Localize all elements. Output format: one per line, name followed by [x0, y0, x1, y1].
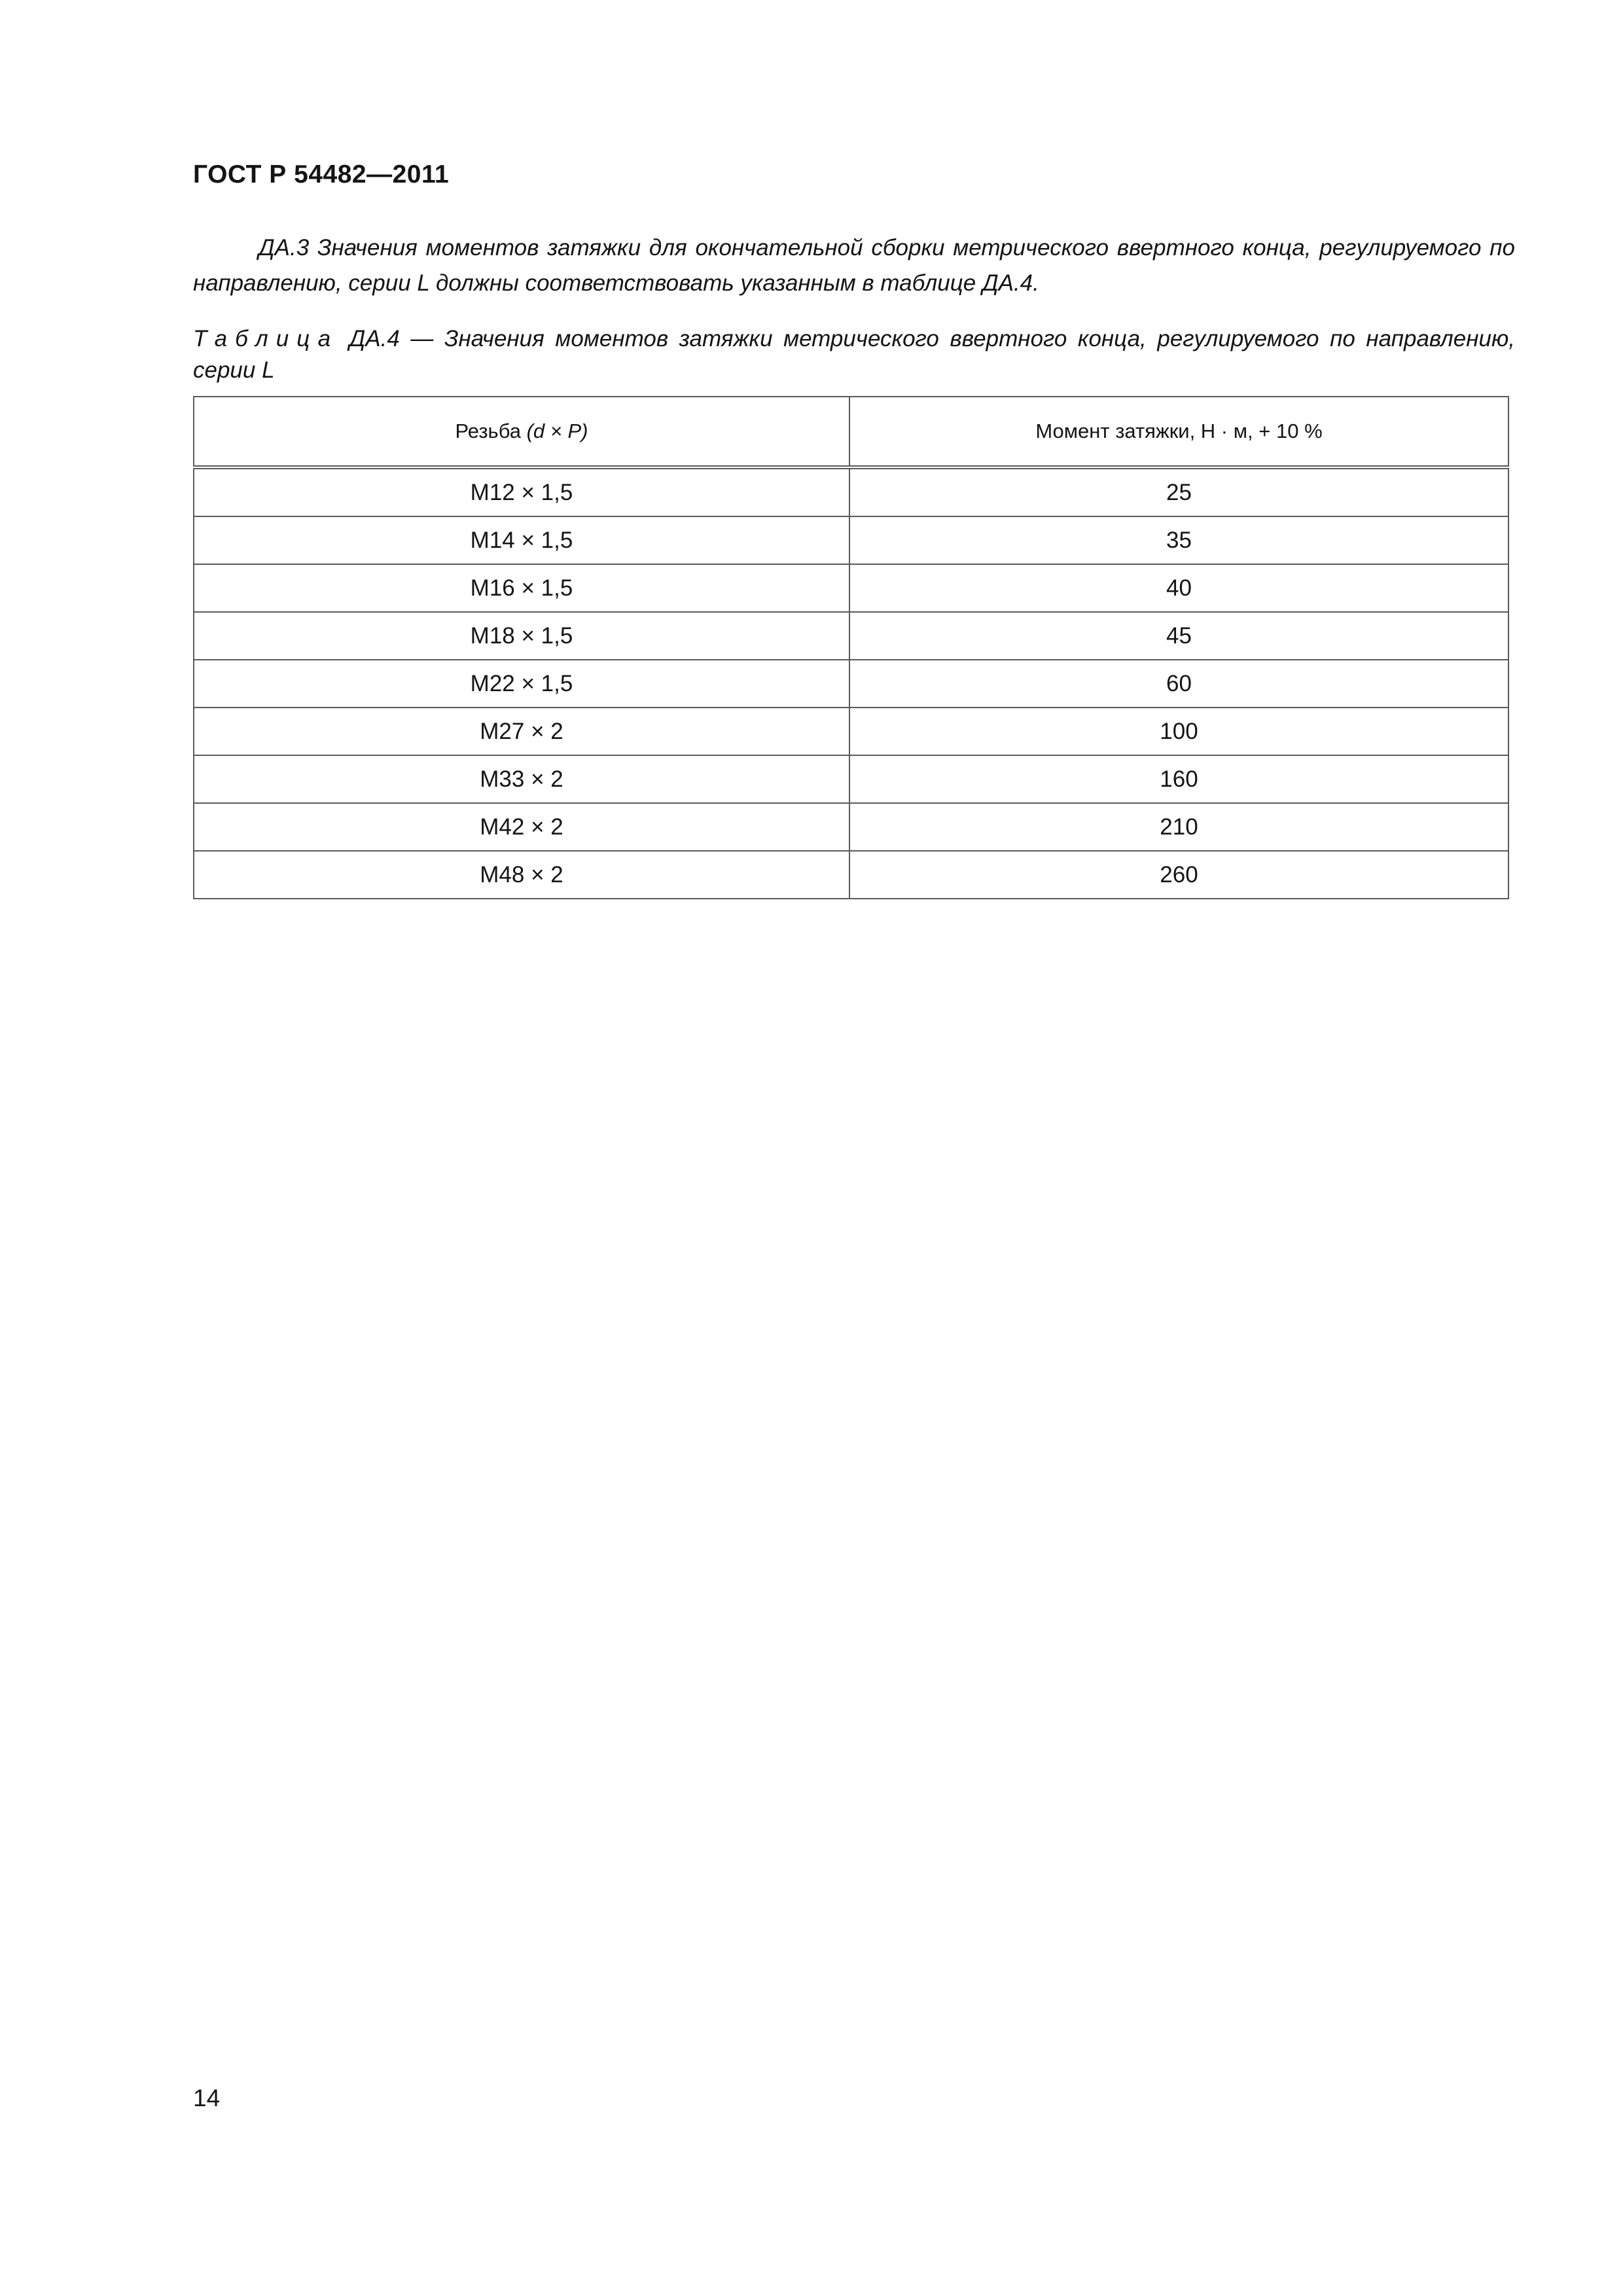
table-row	[194, 708, 1508, 755]
torque-cell: 260	[849, 851, 1508, 899]
thread-cell: M48 × 2	[194, 851, 849, 899]
thread-cell: M27 × 2	[194, 708, 849, 755]
table-row	[194, 516, 1508, 564]
torque-cell: 35	[849, 516, 1508, 564]
column-header-thread	[194, 397, 849, 467]
thread-cell: M42 × 2	[194, 803, 849, 851]
table-caption-text: ДА.4 — Значения моментов затяжки метрического ввертного конца, регулируемого по направлению, серии L	[193, 326, 1515, 383]
table-caption-label: Таблица	[193, 326, 339, 351]
column-header-thread-prefix: Резьба	[455, 420, 527, 442]
table-caption	[193, 323, 1515, 386]
table-row	[194, 851, 1508, 899]
paragraph-da3: ДА.3 Значения моментов затяжки для окончательной сборки метрического ввертного конца, регулируемого по направлению, серии L должны соответствовать указанным в таблице ДА.4.	[193, 235, 1515, 296]
thread-cell: M22 × 1,5	[194, 660, 849, 708]
table-row	[194, 564, 1508, 612]
torque-cell: 160	[849, 755, 1508, 803]
table-row	[194, 755, 1508, 803]
thread-cell: M12 × 1,5	[194, 467, 849, 516]
thread-cell: M18 × 1,5	[194, 612, 849, 660]
column-header-thread-formula: (d × P)	[526, 420, 588, 442]
torque-cell: 45	[849, 612, 1508, 660]
table-row	[194, 612, 1508, 660]
table-row	[194, 660, 1508, 708]
torque-cell: 60	[849, 660, 1508, 708]
column-header-torque: Момент затяжки, Н · м, + 10 %	[849, 397, 1508, 467]
table-header-row	[194, 397, 1508, 467]
torque-cell: 40	[849, 564, 1508, 612]
thread-cell: M14 × 1,5	[194, 516, 849, 564]
document-header: ГОСТ Р 54482—2011	[193, 160, 450, 188]
thread-cell: M16 × 1,5	[194, 564, 849, 612]
table-row	[194, 467, 1508, 516]
page-number: 14	[193, 2085, 221, 2111]
table-row	[194, 803, 1508, 851]
thread-cell: M33 × 2	[194, 755, 849, 803]
torque-table	[193, 396, 1509, 899]
torque-cell: 25	[849, 467, 1508, 516]
torque-cell: 210	[849, 803, 1508, 851]
torque-cell: 100	[849, 708, 1508, 755]
